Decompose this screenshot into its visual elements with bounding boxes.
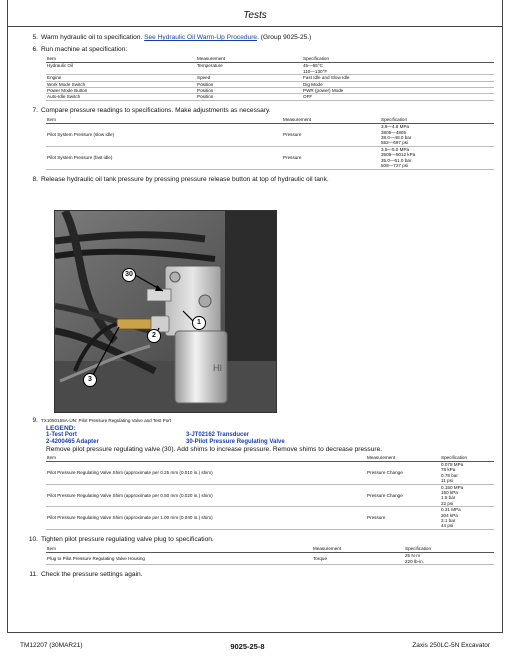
callout-1: 1 bbox=[192, 316, 206, 330]
valve-photo bbox=[54, 210, 277, 413]
step-11: 11. Check the pressure settings again. bbox=[29, 571, 143, 578]
table-row: Pilot Pressure Regulating Valve Shim (approximate per 0.25 mm (0.010 in.) shim) Pressure Change 0.078 MPa 78 kPa 0.78 bar 11 psi bbox=[46, 462, 494, 485]
table-header: Item Measurement Specification bbox=[46, 546, 494, 553]
table-header: Item Measurement Specification bbox=[46, 455, 494, 462]
legend-item: 30-Pilot Pressure Regulating Valve bbox=[186, 438, 285, 445]
step-8: 8. Release hydraulic oil tank pressure by pressing pressure release button at top of hydraulic oil tank. bbox=[32, 175, 329, 183]
table-row: Work Mode Switch Position Dig Mode bbox=[46, 82, 494, 88]
table-row: Plug to Pilot Pressure Regulating Valve Housing Torque 25 N·m 220 lb-in. bbox=[46, 553, 494, 565]
step-6: 6. Run machine at specification: bbox=[32, 46, 128, 53]
page-title: Tests bbox=[243, 10, 267, 21]
step-9: 9. TX1050155A-UN: Pilot Pressure Regulating Valve and Test Port bbox=[32, 416, 172, 424]
spec-table-run-machine bbox=[46, 56, 494, 101]
legend bbox=[46, 432, 498, 446]
table-row: Pilot System Pressure (slow idle) Pressure 3.8—4.8 MPa 3805—4805 38.0—48.0 bar 552—697 psi bbox=[46, 124, 494, 147]
step-5: 5. Warm hydraulic oil to specification. See Hydraulic Oil Warm-Up Procedure. (Group 9025-25.) bbox=[32, 34, 312, 41]
spec-table-torque bbox=[46, 546, 494, 565]
content bbox=[20, 30, 498, 579]
footer-doc-id: TM12207 (30MAR21) bbox=[20, 642, 83, 649]
legend-item: 2-4200465 Adapter bbox=[46, 438, 99, 445]
table-header: Item Measurement Specification bbox=[46, 56, 494, 63]
footer-model: Zaxis 250LC-5N Excavator bbox=[412, 642, 490, 649]
step-9-text: Remove pilot pressure regulating valve (30). Add shims to increase pressure. Remove shims to decrease pressure. bbox=[46, 445, 383, 453]
callout-30: 30 bbox=[122, 268, 136, 282]
step-7: 7. Compare pressure readings to specifications. Make adjustments as necessary. bbox=[32, 106, 271, 114]
figure-caption: TX1050155A-UN: Pilot Pressure Regulating Valve and Test Port bbox=[41, 417, 172, 423]
page-header bbox=[7, 8, 503, 27]
spec-table-pilot-pressure bbox=[46, 117, 494, 170]
spec-table-shims bbox=[46, 455, 494, 530]
callout-2: 2 bbox=[147, 329, 161, 343]
warm-up-procedure-link[interactable]: See Hydraulic Oil Warm-Up Procedure bbox=[144, 34, 258, 41]
legend-item: 1-Test Port bbox=[46, 431, 77, 438]
step-10: 10. Tighten pilot pressure regulating valve plug to specification. bbox=[28, 535, 214, 543]
table-row: Pilot System Pressure (fast idle) Pressure 3.5—5.0 MPa 3508—5012 kPa 35.0—51.0 bar 508—727 psi bbox=[46, 147, 494, 170]
table-row: Hydraulic Oil Temperature 45—55°C 110—130°F bbox=[46, 63, 494, 75]
svg-text:HI: HI bbox=[213, 362, 222, 373]
callout-3: 3 bbox=[83, 373, 97, 387]
table-row: Pilot Pressure Regulating Valve Shim (approximate per 1.00 mm (0.040 in.) shim) Pressure 0.31 MPa 304 kPa 3.1 bar 44 psi bbox=[46, 507, 494, 530]
table-row: Auto-Idle Switch Position OFF bbox=[46, 94, 494, 100]
table-row: Engine Speed Fast Idle and Slow Idle bbox=[46, 75, 494, 81]
legend-title: LEGEND: bbox=[46, 424, 76, 432]
table-row: Power Mode Button Position PWR (power) Mode bbox=[46, 88, 494, 94]
table-header: Item Measurement Specification bbox=[46, 117, 494, 124]
footer-page-number: 9025-25-8 bbox=[230, 642, 265, 651]
legend-item: 3-JT02162 Transducer bbox=[186, 431, 250, 438]
table-row: Pilot Pressure Regulating Valve Shim (approximate per 0.50 mm (0.020 in.) shim) Pressure Change 0.150 MPa 150 kPa 1.5 bar 22 psi bbox=[46, 485, 494, 508]
page-footer bbox=[20, 642, 490, 651]
